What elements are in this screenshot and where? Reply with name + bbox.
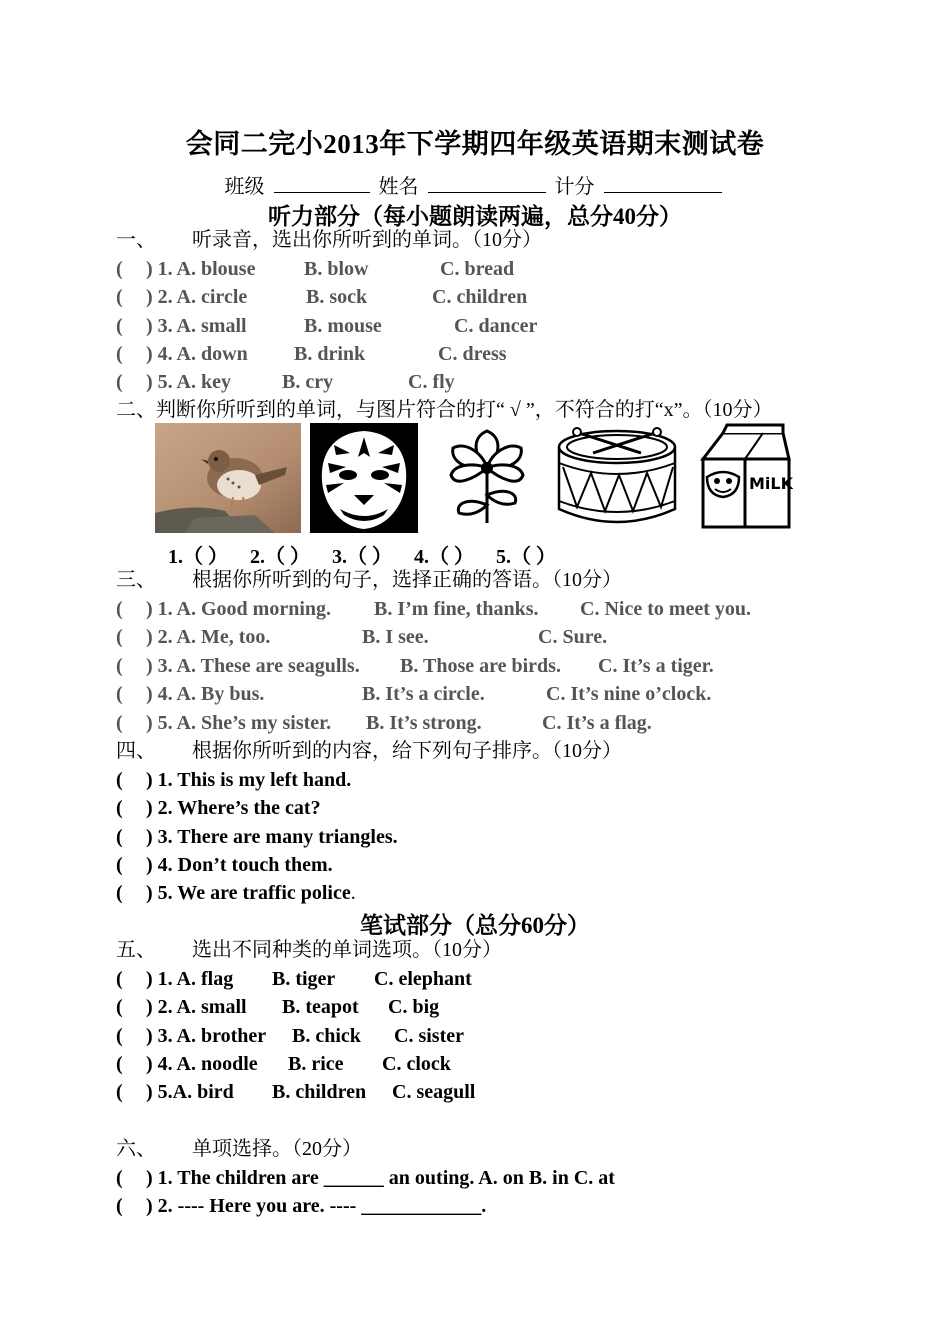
s4-sentence-2[interactable]: ( ) 2. Where’s the cat? [116,797,321,819]
pic-answer-5[interactable]: 5.（ ） [496,546,556,568]
s1-question-1[interactable]: ( ) 1. A. blouse B. blow C. bread [116,258,515,280]
s5-question-5[interactable]: ( ) 5.A. bird B. children C. seagull [116,1081,476,1103]
s5-question-4[interactable]: ( ) 4. A. noodle B. rice C. clock [116,1053,451,1075]
pic-answer-4[interactable]: 4.（ ） [414,546,474,568]
drum-image [553,423,681,533]
name-label: 姓名 [378,176,419,198]
s4-sentence-3[interactable]: ( ) 3. There are many triangles. [116,826,398,848]
pic-answer-1[interactable]: 1.（ ） [168,546,228,568]
s3-question-1[interactable]: ( ) 1. A. Good morning. B. I’m fine, thanks. C. Nice to meet you. [116,598,752,620]
tiger-image [310,423,418,533]
section-5-heading: 五、 选出不同种类的单词选项。（10分） [116,939,502,961]
s5-question-1[interactable]: ( ) 1. A. flag B. tiger C. elephant [116,968,472,990]
s4-sentence-4[interactable]: ( ) 4. Don’t touch them. [116,854,333,876]
name-blank[interactable] [428,174,546,193]
flower-image [425,423,550,533]
s1-question-3[interactable]: ( ) 3. A. small B. mouse C. dancer [116,315,538,337]
s3-question-3[interactable]: ( ) 3. A. These are seagulls. B. Those are birds. C. It’s a tiger. [116,655,714,677]
section-2-heading: 二、判断你所听到的单词，与图片符合的打“ √ ”，不符合的打“x”。（10分） [116,399,773,421]
s5-question-2[interactable]: ( ) 2. A. small B. teapot C. big [116,996,440,1018]
s1-question-5[interactable]: ( ) 5. A. key B. cry C. fly [116,371,455,393]
score-blank[interactable] [604,174,722,193]
milk-label: MiLK [749,474,793,493]
writing-header: 笔试部分（总分60分） [360,913,590,938]
s4-sentence-1[interactable]: ( ) 1. This is my left hand. [116,769,352,791]
class-label: 班级 [224,176,265,198]
s3-question-4[interactable]: ( ) 4. A. By bus. B. It’s a circle. C. It’s nine o’clock. [116,683,712,705]
s5-question-3[interactable]: ( ) 3. A. brother B. chick C. sister [116,1025,464,1047]
listening-header: 听力部分（每小题朗读两遍，总分40分） [268,204,682,229]
score-label: 计分 [554,176,595,198]
milk-carton-image [693,423,793,533]
student-info-row [0,170,950,199]
s4-sentence-5[interactable]: ( ) 5. We are traffic police. [116,882,356,904]
section-1-heading: 一、 听录音，选出你所听到的单词。（10分） [116,229,542,251]
s1-question-4[interactable]: ( ) 4. A. down B. drink C. dress [116,343,507,365]
section-6-heading: 六、 单项选择。（20分） [116,1138,362,1160]
picture-answer-row [168,540,578,569]
s3-question-2[interactable]: ( ) 2. A. Me, too. B. I see. C. Sure. [116,626,608,648]
section-3-heading: 三、 根据你所听到的句子，选择正确的答语。（10分） [116,569,622,591]
bird-image [155,423,301,533]
s6-question-2[interactable]: ( ) 2. ---- Here you are. ---- ____________. [116,1195,487,1217]
page-title: 会同二完小2013年下学期四年级英语期末测试卷 [185,129,765,159]
pic-answer-2[interactable]: 2.（ ） [250,546,310,568]
s6-question-1[interactable]: ( ) 1. The children are ______ an outing. A. on B. in C. at [116,1167,615,1189]
class-blank[interactable] [274,174,370,193]
s3-question-5[interactable]: ( ) 5. A. She’s my sister. B. It’s strong. C. It’s a flag. [116,712,652,734]
pic-answer-3[interactable]: 3.（ ） [332,546,392,568]
section-4-heading: 四、 根据你所听到的内容，给下列句子排序。（10分） [116,740,622,762]
s1-question-2[interactable]: ( ) 2. A. circle B. sock C. children [116,286,528,308]
